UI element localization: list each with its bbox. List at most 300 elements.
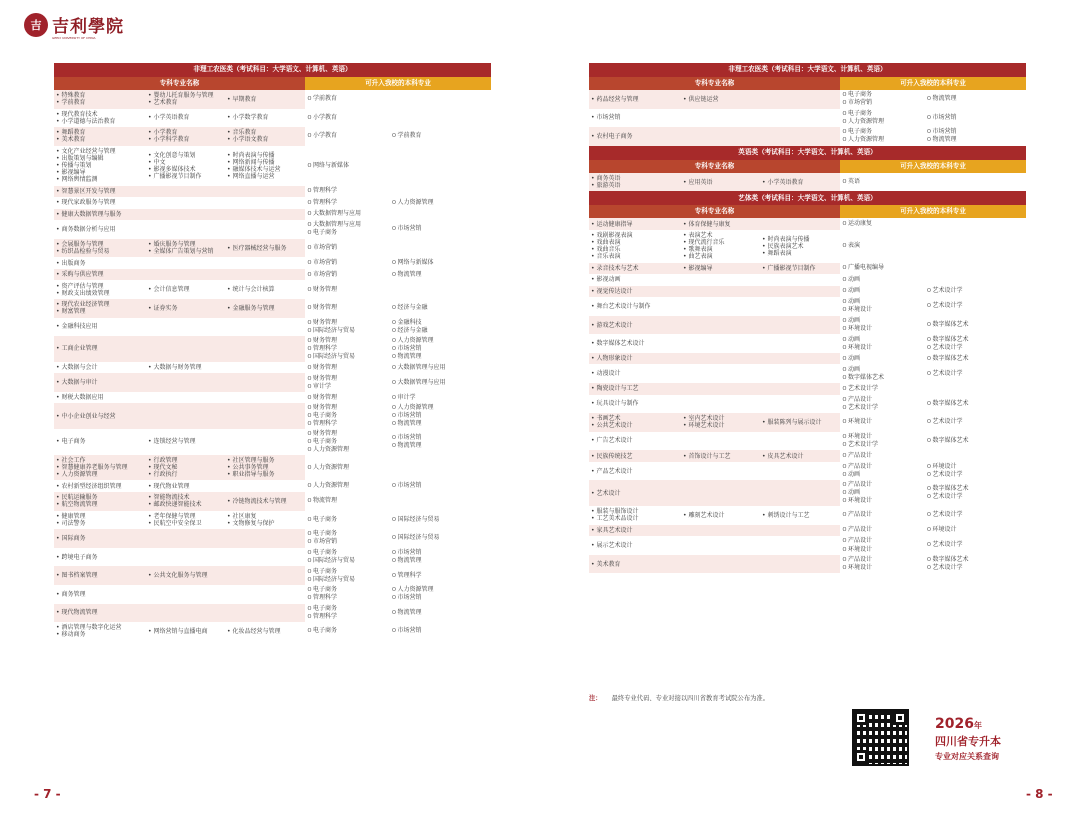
major-name: • 大数据与审计 [56, 379, 144, 386]
major-cell [225, 622, 305, 641]
target-cell [925, 364, 1026, 383]
major-name: • 健康大数据管理与服务 [56, 211, 144, 218]
target-major: O 环境设计 [843, 325, 924, 333]
major-name: • 现代家政服务与管理 [56, 199, 144, 206]
target-cell [925, 316, 1026, 335]
major-cell [54, 548, 146, 567]
major-cell [146, 566, 225, 585]
target-cell [925, 218, 1026, 230]
major-cell [54, 604, 146, 623]
major-name: • 婚庆服务与管理 [148, 241, 223, 248]
major-cell [760, 263, 840, 275]
target-major: O 产品设计 [843, 537, 924, 545]
university-logo [24, 12, 124, 40]
target-cell [925, 413, 1026, 432]
table-row [54, 90, 491, 109]
target-major: O 艺术设计学 [927, 493, 1024, 501]
major-cell [225, 604, 305, 623]
target-major: O 市场营销 [927, 114, 1024, 122]
major-cell [146, 373, 225, 392]
target-cell [305, 548, 390, 567]
major-cell [146, 127, 225, 146]
major-cell [225, 318, 305, 337]
major-cell [681, 90, 760, 109]
major-cell [146, 197, 225, 209]
target-major: O 物流管理 [927, 95, 1024, 103]
major-cell [146, 336, 225, 362]
major-name: • 大数据与财务管理 [148, 364, 223, 371]
target-major: O 大数据管理与应用 [308, 210, 389, 218]
table-row [589, 480, 1026, 506]
target-cell [925, 432, 1026, 451]
major-cell [54, 566, 146, 585]
major-name: • 社区管理与服务 [227, 457, 303, 464]
target-cell [925, 90, 1026, 109]
qr-code-icon[interactable] [852, 709, 909, 766]
major-name: • 书画艺术 [591, 415, 679, 422]
seal-icon: 吉 [24, 13, 48, 37]
target-major: O 广播电视编导 [843, 264, 924, 272]
target-cell [925, 353, 1026, 365]
major-cell [681, 383, 760, 395]
major-cell [146, 220, 225, 239]
major-name: • 传播与策划 [56, 162, 144, 169]
major-name: • 广告艺术设计 [591, 437, 679, 444]
target-cell [305, 239, 390, 258]
major-cell [681, 316, 760, 335]
major-cell [760, 127, 840, 146]
target-cell [840, 316, 925, 335]
major-cell [225, 392, 305, 404]
major-name: • 运动健康指导 [591, 221, 679, 228]
target-cell [305, 511, 390, 530]
target-cell [925, 274, 1026, 286]
major-name: • 戏曲音乐 [591, 246, 679, 253]
table-row [54, 392, 491, 404]
major-cell [589, 383, 681, 395]
target-major: O 人力资源管理 [392, 586, 489, 594]
major-name: • 小学语文教育 [227, 136, 303, 143]
target-major: O 大数据管理与应用 [392, 364, 489, 372]
category-title: 英语类（考试科目：大学语文、计算机、英语） [589, 146, 1026, 160]
table-row [589, 413, 1026, 432]
target-major: O 电子商务 [308, 549, 389, 557]
target-major: O 艺术设计学 [927, 471, 1024, 479]
major-cell [681, 263, 760, 275]
target-cell [305, 585, 390, 604]
major-cell [146, 392, 225, 404]
major-cell [146, 492, 225, 511]
major-cell [760, 230, 840, 263]
target-cell [840, 127, 925, 146]
major-cell [681, 109, 760, 128]
target-cell [925, 536, 1026, 555]
target-cell [390, 186, 491, 198]
major-name: • 广播影视节目制作 [148, 173, 223, 180]
target-major: O 环境设计 [843, 546, 924, 554]
target-major: O 英语 [843, 178, 924, 186]
target-major: O 电子商务 [308, 586, 389, 594]
major-name: • 公共事务管理 [227, 464, 303, 471]
target-major: O 市场营销 [392, 627, 489, 635]
table-row [589, 109, 1026, 128]
major-cell [146, 403, 225, 429]
major-cell [225, 127, 305, 146]
major-name: • 移动商务 [56, 631, 144, 638]
target-cell [305, 566, 390, 585]
major-cell [54, 257, 146, 269]
major-cell [225, 373, 305, 392]
target-major: O 市场营销 [392, 482, 489, 490]
category-title: 非理工农医类（考试科目：大学语文、计算机、英语） [54, 63, 491, 77]
target-major: O 表演 [843, 242, 924, 250]
target-cell [305, 480, 390, 492]
table-row [589, 462, 1026, 481]
target-cell [925, 395, 1026, 414]
target-major: O 环境设计 [843, 564, 924, 572]
logo-name: 吉利學院 [52, 17, 124, 37]
page-number-right: - 8 - [1026, 787, 1053, 801]
target-cell [840, 413, 925, 432]
major-name: • 中小企业创业与经营 [56, 413, 144, 420]
major-cell [54, 220, 146, 239]
target-major: O 物流管理 [308, 497, 389, 505]
target-major: O 物流管理 [392, 420, 489, 428]
target-major: O 学前教育 [308, 95, 389, 103]
major-cell [225, 403, 305, 429]
major-cell [54, 492, 146, 511]
major-name: • 智能物流技术 [148, 494, 223, 501]
major-name: • 邮政快递智能技术 [148, 501, 223, 508]
major-cell [760, 506, 840, 525]
major-name: • 医疗器械经营与服务 [227, 245, 303, 252]
major-cell [760, 395, 840, 414]
target-cell [305, 403, 390, 429]
target-cell [840, 353, 925, 365]
target-cell [390, 480, 491, 492]
target-cell [840, 218, 925, 230]
target-cell [840, 480, 925, 506]
target-cell [840, 450, 925, 462]
major-name: • 小学道德与法治教育 [56, 118, 144, 125]
target-cell [390, 392, 491, 404]
target-major: O 动画 [843, 336, 924, 344]
target-cell [390, 548, 491, 567]
target-major: O 市场营销 [308, 244, 389, 252]
target-major: O 产品设计 [843, 452, 924, 460]
major-name: • 供应链运营 [683, 96, 758, 103]
major-name: • 曲艺表演 [683, 253, 758, 260]
footnote-label: 注： [589, 695, 602, 702]
major-cell [589, 536, 681, 555]
major-cell [54, 480, 146, 492]
major-cell [589, 555, 681, 574]
table-row [54, 109, 491, 128]
major-name: • 刺绣设计与工艺 [762, 512, 838, 519]
table-row [589, 525, 1026, 537]
major-name: • 婴幼儿托育服务与管理 [148, 92, 223, 99]
target-cell [390, 197, 491, 209]
target-major: O 艺术设计学 [927, 418, 1024, 426]
target-cell [305, 257, 390, 269]
target-cell [840, 506, 925, 525]
major-name: • 舞蹈教育 [56, 129, 144, 136]
major-name: • 歌舞表演 [683, 246, 758, 253]
target-major: O 动画 [843, 489, 924, 497]
category-title: 艺体类（考试科目：大学语文、计算机、英语） [589, 191, 1026, 205]
major-name: • 玩具设计与制作 [591, 400, 679, 407]
target-major: O 人力资源管理 [308, 482, 389, 490]
target-cell [390, 403, 491, 429]
promo-subtitle: 专业对应关系查询 [935, 752, 999, 761]
major-cell [760, 480, 840, 506]
major-cell [681, 297, 760, 316]
target-cell [390, 622, 491, 641]
target-major: O 审计学 [392, 394, 489, 402]
table-row [54, 622, 491, 641]
target-cell [390, 239, 491, 258]
target-cell [925, 450, 1026, 462]
major-name: • 时尚表演与传播 [762, 236, 838, 243]
major-name: • 化妆品经营与管理 [227, 628, 303, 635]
major-name: • 影视动画 [591, 276, 679, 283]
major-cell [589, 173, 681, 192]
target-cell [305, 336, 390, 362]
table-row [54, 299, 491, 318]
major-cell [54, 90, 146, 109]
major-cell [760, 286, 840, 298]
major-name: • 现代流行音乐 [683, 239, 758, 246]
major-cell [146, 362, 225, 374]
target-major: O 数字媒体艺术 [843, 374, 924, 382]
major-name: • 民航空中安全保卫 [148, 520, 223, 527]
target-cell [925, 555, 1026, 574]
major-name: • 艺术教育 [148, 99, 223, 106]
target-major: O 财务管理 [308, 304, 389, 312]
target-cell [925, 173, 1026, 192]
major-cell [225, 109, 305, 128]
major-name: • 室内艺术设计 [683, 415, 758, 422]
major-name: • 民族表演艺术 [762, 243, 838, 250]
major-name: • 融媒体技术与运营 [227, 166, 303, 173]
major-cell [589, 525, 681, 537]
target-major: O 市场营销 [392, 412, 489, 420]
major-name: • 艺术设计 [591, 490, 679, 497]
major-name: • 大数据与会计 [56, 364, 144, 371]
major-cell [146, 529, 225, 548]
target-major: O 电子商务 [308, 438, 389, 446]
target-major: O 环境设计 [843, 344, 924, 352]
major-cell [589, 274, 681, 286]
target-cell [925, 230, 1026, 263]
target-major: O 环境设计 [843, 433, 924, 441]
major-name: • 现代文秘 [148, 464, 223, 471]
major-name: • 商务数据分析与应用 [56, 226, 144, 233]
target-cell [840, 555, 925, 574]
target-cell [390, 299, 491, 318]
column-header-row [54, 77, 491, 90]
major-cell [760, 462, 840, 481]
target-major: O 产品设计 [843, 526, 924, 534]
table-row [589, 218, 1026, 230]
major-name: • 职业指导与服务 [227, 471, 303, 478]
major-name: • 音乐表演 [591, 253, 679, 260]
target-major: O 金融科技 [392, 319, 489, 327]
major-cell [54, 373, 146, 392]
major-cell [225, 280, 305, 299]
target-cell [840, 536, 925, 555]
target-major: O 人力资源管理 [392, 404, 489, 412]
major-cell [760, 432, 840, 451]
major-cell [225, 257, 305, 269]
column-header-major: 专科专业名称 [589, 160, 840, 173]
major-cell [589, 230, 681, 263]
major-cell [54, 280, 146, 299]
major-cell [225, 566, 305, 585]
major-cell [225, 220, 305, 239]
major-name: • 表演艺术 [683, 232, 758, 239]
target-cell [925, 297, 1026, 316]
table-row [589, 286, 1026, 298]
table-row [589, 432, 1026, 451]
major-name: • 家具艺术设计 [591, 527, 679, 534]
major-cell [146, 209, 225, 221]
target-major: O 物流管理 [392, 557, 489, 565]
major-cell [681, 450, 760, 462]
table-row [589, 395, 1026, 414]
target-major: O 电子商务 [308, 627, 389, 635]
table-row [54, 566, 491, 585]
major-name: • 资产评估与管理 [56, 283, 144, 290]
target-major: O 动画 [843, 287, 924, 295]
major-name: • 服装与服饰设计 [591, 508, 679, 515]
major-name: • 皮具艺术设计 [762, 453, 838, 460]
target-major: O 财务管理 [308, 286, 389, 294]
target-major: O 艺术设计学 [843, 441, 924, 449]
footnote [589, 693, 769, 702]
major-cell [589, 480, 681, 506]
target-major: O 数字媒体艺术 [927, 321, 1024, 329]
target-major: O 市场营销 [308, 259, 389, 267]
major-name: • 统计与会计核算 [227, 286, 303, 293]
major-name: • 美术教育 [591, 561, 679, 568]
table-row [54, 336, 491, 362]
target-major: O 管理科学 [308, 345, 389, 353]
major-cell [760, 364, 840, 383]
major-name: • 连锁经营与管理 [148, 438, 223, 445]
category-header [589, 63, 1026, 77]
major-name: • 网络营销与直播电商 [148, 628, 223, 635]
target-cell [390, 511, 491, 530]
major-cell [760, 450, 840, 462]
target-major: O 数字媒体艺术 [927, 355, 1024, 363]
table-row [54, 197, 491, 209]
target-cell [305, 392, 390, 404]
major-name: • 文化创意与策划 [148, 152, 223, 159]
target-cell [840, 297, 925, 316]
target-major: O 运动康复 [843, 220, 924, 228]
target-major: O 管理科学 [308, 594, 389, 602]
target-major: O 财务管理 [308, 394, 389, 402]
target-major: O 电子商务 [308, 229, 389, 237]
table-row [589, 353, 1026, 365]
target-cell [840, 263, 925, 275]
major-cell [146, 299, 225, 318]
target-major: O 电子商务 [843, 110, 924, 118]
major-cell [225, 146, 305, 186]
target-major: O 审计学 [308, 383, 389, 391]
major-name: • 特殊教育 [56, 92, 144, 99]
right-table [589, 63, 1026, 573]
major-cell [589, 90, 681, 109]
major-name: • 环境艺术设计 [683, 422, 758, 429]
major-name: • 工商企业管理 [56, 345, 144, 352]
major-name: • 农村新型经济组织管理 [56, 483, 144, 490]
major-cell [54, 109, 146, 128]
major-cell [225, 455, 305, 481]
table-row [54, 220, 491, 239]
major-name: • 现代物流管理 [56, 609, 144, 616]
target-cell [305, 622, 390, 641]
major-cell [54, 209, 146, 221]
target-major: O 环境设计 [843, 418, 924, 426]
major-cell [225, 480, 305, 492]
target-major: O 电子商务 [308, 412, 389, 420]
major-cell [589, 263, 681, 275]
target-major: O 市场营销 [392, 549, 489, 557]
major-cell [681, 506, 760, 525]
major-cell [760, 555, 840, 574]
category-header [54, 63, 491, 77]
major-name: • 图书档案管理 [56, 572, 144, 579]
major-cell [225, 186, 305, 198]
target-cell [390, 280, 491, 299]
table-row [54, 257, 491, 269]
major-cell [54, 318, 146, 337]
target-cell [925, 334, 1026, 353]
target-cell [305, 492, 390, 511]
target-cell [840, 432, 925, 451]
major-cell [760, 297, 840, 316]
target-cell [305, 604, 390, 623]
table-row [589, 230, 1026, 263]
major-cell [760, 334, 840, 353]
major-name: • 纺织品检验与贸易 [56, 248, 144, 255]
major-name: • 现代农业经济管理 [56, 301, 144, 308]
target-cell [305, 269, 390, 281]
target-major: O 物流管理 [927, 136, 1024, 144]
major-name: • 学前教育 [56, 99, 144, 106]
major-cell [760, 536, 840, 555]
target-major: O 环境设计 [843, 306, 924, 314]
major-cell [146, 269, 225, 281]
major-name: • 戏曲表演 [591, 239, 679, 246]
table-row [54, 362, 491, 374]
table-row [54, 318, 491, 337]
major-cell [760, 218, 840, 230]
column-header-row [589, 77, 1026, 90]
column-header-major: 专科专业名称 [589, 205, 840, 218]
major-cell [225, 429, 305, 455]
major-name: • 小学数学教育 [227, 114, 303, 121]
target-major: O 艺术设计学 [843, 385, 924, 393]
target-major: O 艺术设计学 [927, 511, 1024, 519]
table-row [589, 274, 1026, 286]
major-cell [54, 529, 146, 548]
major-cell [225, 336, 305, 362]
major-name: • 会计信息管理 [148, 286, 223, 293]
major-cell [146, 186, 225, 198]
